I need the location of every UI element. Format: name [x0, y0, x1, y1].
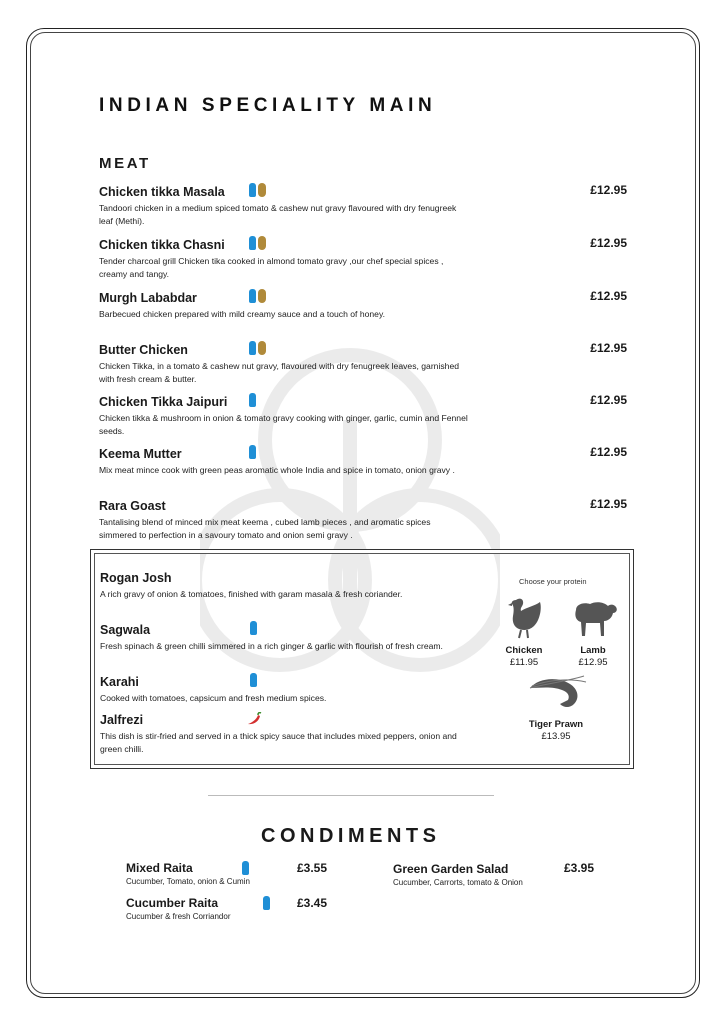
dish-name: Rogan Josh	[100, 571, 172, 585]
protein-price: £12.95	[578, 657, 608, 668]
dish-name: Rara Goast	[99, 499, 166, 513]
mild-icon	[242, 861, 249, 875]
condiment-description: Cucumber, Carrorts, tomato & Onion	[393, 878, 523, 887]
nuts-icon	[258, 236, 266, 250]
dish-price: £12.95	[590, 236, 627, 250]
dish-price: £12.95	[590, 289, 627, 303]
nuts-icon	[258, 183, 266, 197]
dish-description: Chicken Tikka, in a tomato & cashew nut gravy, flavoured with dry fenugreek leaves, garnished with fresh cream & butter.	[99, 361, 460, 384]
dish-name: Butter Chicken	[99, 343, 188, 357]
protein-choice-box	[90, 549, 634, 769]
protein-option-prawn	[516, 674, 596, 743]
dish-description: Tandoori chicken in a medium spiced tomato & cashew nut gravy flavoured with dry fenugreek leaf (Methi).	[99, 203, 457, 226]
dish-price: £12.95	[590, 183, 627, 197]
dish-description: Cooked with tomatoes, capsicum and fresh medium spices.	[100, 693, 327, 703]
dish-item	[99, 445, 627, 477]
section-title-condiments: CONDIMENTS	[261, 825, 441, 847]
dish-item	[100, 673, 480, 705]
dish-item	[100, 621, 480, 653]
mild-icon	[250, 673, 257, 687]
chicken-icon	[504, 596, 544, 640]
mild-icon	[249, 289, 256, 303]
condiment-price: £3.45	[297, 896, 328, 910]
divider	[208, 795, 494, 796]
protein-name: Chicken	[505, 645, 543, 656]
dish-name: Jalfrezi	[100, 713, 144, 727]
dish-item	[99, 393, 627, 438]
mild-icon	[249, 183, 256, 197]
condiment-name: Green Garden Salad	[393, 862, 509, 876]
dish-description: Mix meat mince cook with green peas aromatic whole India and spice in tomato, onion gravy .	[99, 465, 455, 475]
dish-name: Karahi	[100, 675, 139, 689]
prawn-icon	[524, 674, 588, 714]
mild-icon	[250, 621, 257, 635]
condiment-price: £3.95	[564, 861, 595, 875]
dish-item	[100, 711, 480, 756]
dish-item	[100, 569, 480, 601]
dish-name: Chicken tikka Chasni	[99, 238, 225, 252]
lamb-icon	[566, 596, 620, 640]
dish-description: This dish is stir-fried and served in a thick spicy sauce that includes mixed peppers, onion and green chilli.	[100, 731, 457, 754]
condiment-item	[126, 896, 336, 922]
protein-price: £13.95	[541, 731, 571, 742]
condiment-price: £3.55	[297, 861, 328, 875]
dish-item	[99, 497, 627, 542]
dish-name: Sagwala	[100, 623, 151, 637]
condiment-description: Cucumber & fresh Corriandor	[126, 912, 231, 921]
dish-item	[99, 289, 627, 321]
dish-description: Tantalising blend of minced mix meat keema , cubed lamb pieces , and aromatic spices simmered to perfection in a savoury tomato and onion semi gravy .	[99, 517, 431, 540]
section-title-meat: MEAT	[99, 155, 151, 172]
dish-item	[99, 341, 627, 386]
dish-name: Murgh Lababdar	[99, 291, 197, 305]
condiment-description: Cucumber, Tomato, onion & Cumin	[126, 877, 250, 886]
protein-option-lamb	[563, 596, 623, 669]
dish-name: Chicken tikka Masala	[99, 185, 225, 199]
dish-description: A rich gravy of onion & tomatoes, finished with garam masala & fresh coriander.	[100, 589, 403, 599]
nuts-icon	[258, 289, 266, 303]
mild-icon	[249, 393, 256, 407]
dish-description: Tender charcoal grill Chicken tika cooked in almond tomato gravy ,our chef special spices , creamy and tangy.	[99, 256, 444, 279]
chilli-icon	[246, 712, 262, 726]
condiment-item	[126, 861, 336, 887]
dish-price: £12.95	[590, 497, 627, 511]
protein-name: Tiger Prawn	[528, 719, 584, 730]
dish-description: Fresh spinach & green chilli simmered in a rich ginger & garlic with flourish of fresh cream.	[100, 641, 443, 651]
page-title: INDIAN SPECIALITY MAIN	[99, 95, 437, 116]
protein-choice-title: Choose your protein	[519, 577, 587, 586]
dish-description: Chicken tikka & mushroom in onion & tomato gravy cooking with ginger, garlic, cumin and Fennel seeds.	[99, 413, 468, 436]
dish-item	[99, 183, 627, 228]
mild-icon	[249, 341, 256, 355]
condiment-item	[393, 862, 608, 888]
condiment-name: Mixed Raita	[126, 861, 193, 875]
nuts-icon	[258, 341, 266, 355]
protein-option-chicken	[496, 596, 552, 669]
dish-price: £12.95	[590, 341, 627, 355]
mild-icon	[263, 896, 270, 910]
dish-price: £12.95	[590, 393, 627, 407]
mild-icon	[249, 445, 256, 459]
dish-price: £12.95	[590, 445, 627, 459]
protein-price: £11.95	[509, 657, 539, 668]
condiment-name: Cucumber Raita	[126, 896, 219, 910]
dish-description: Barbecued chicken prepared with mild creamy sauce and a touch of honey.	[99, 309, 385, 319]
dish-item	[99, 236, 627, 281]
mild-icon	[249, 236, 256, 250]
dish-name: Chicken Tikka Jaipuri	[99, 395, 228, 409]
protein-name: Lamb	[580, 645, 606, 656]
dish-name: Keema Mutter	[99, 447, 182, 461]
